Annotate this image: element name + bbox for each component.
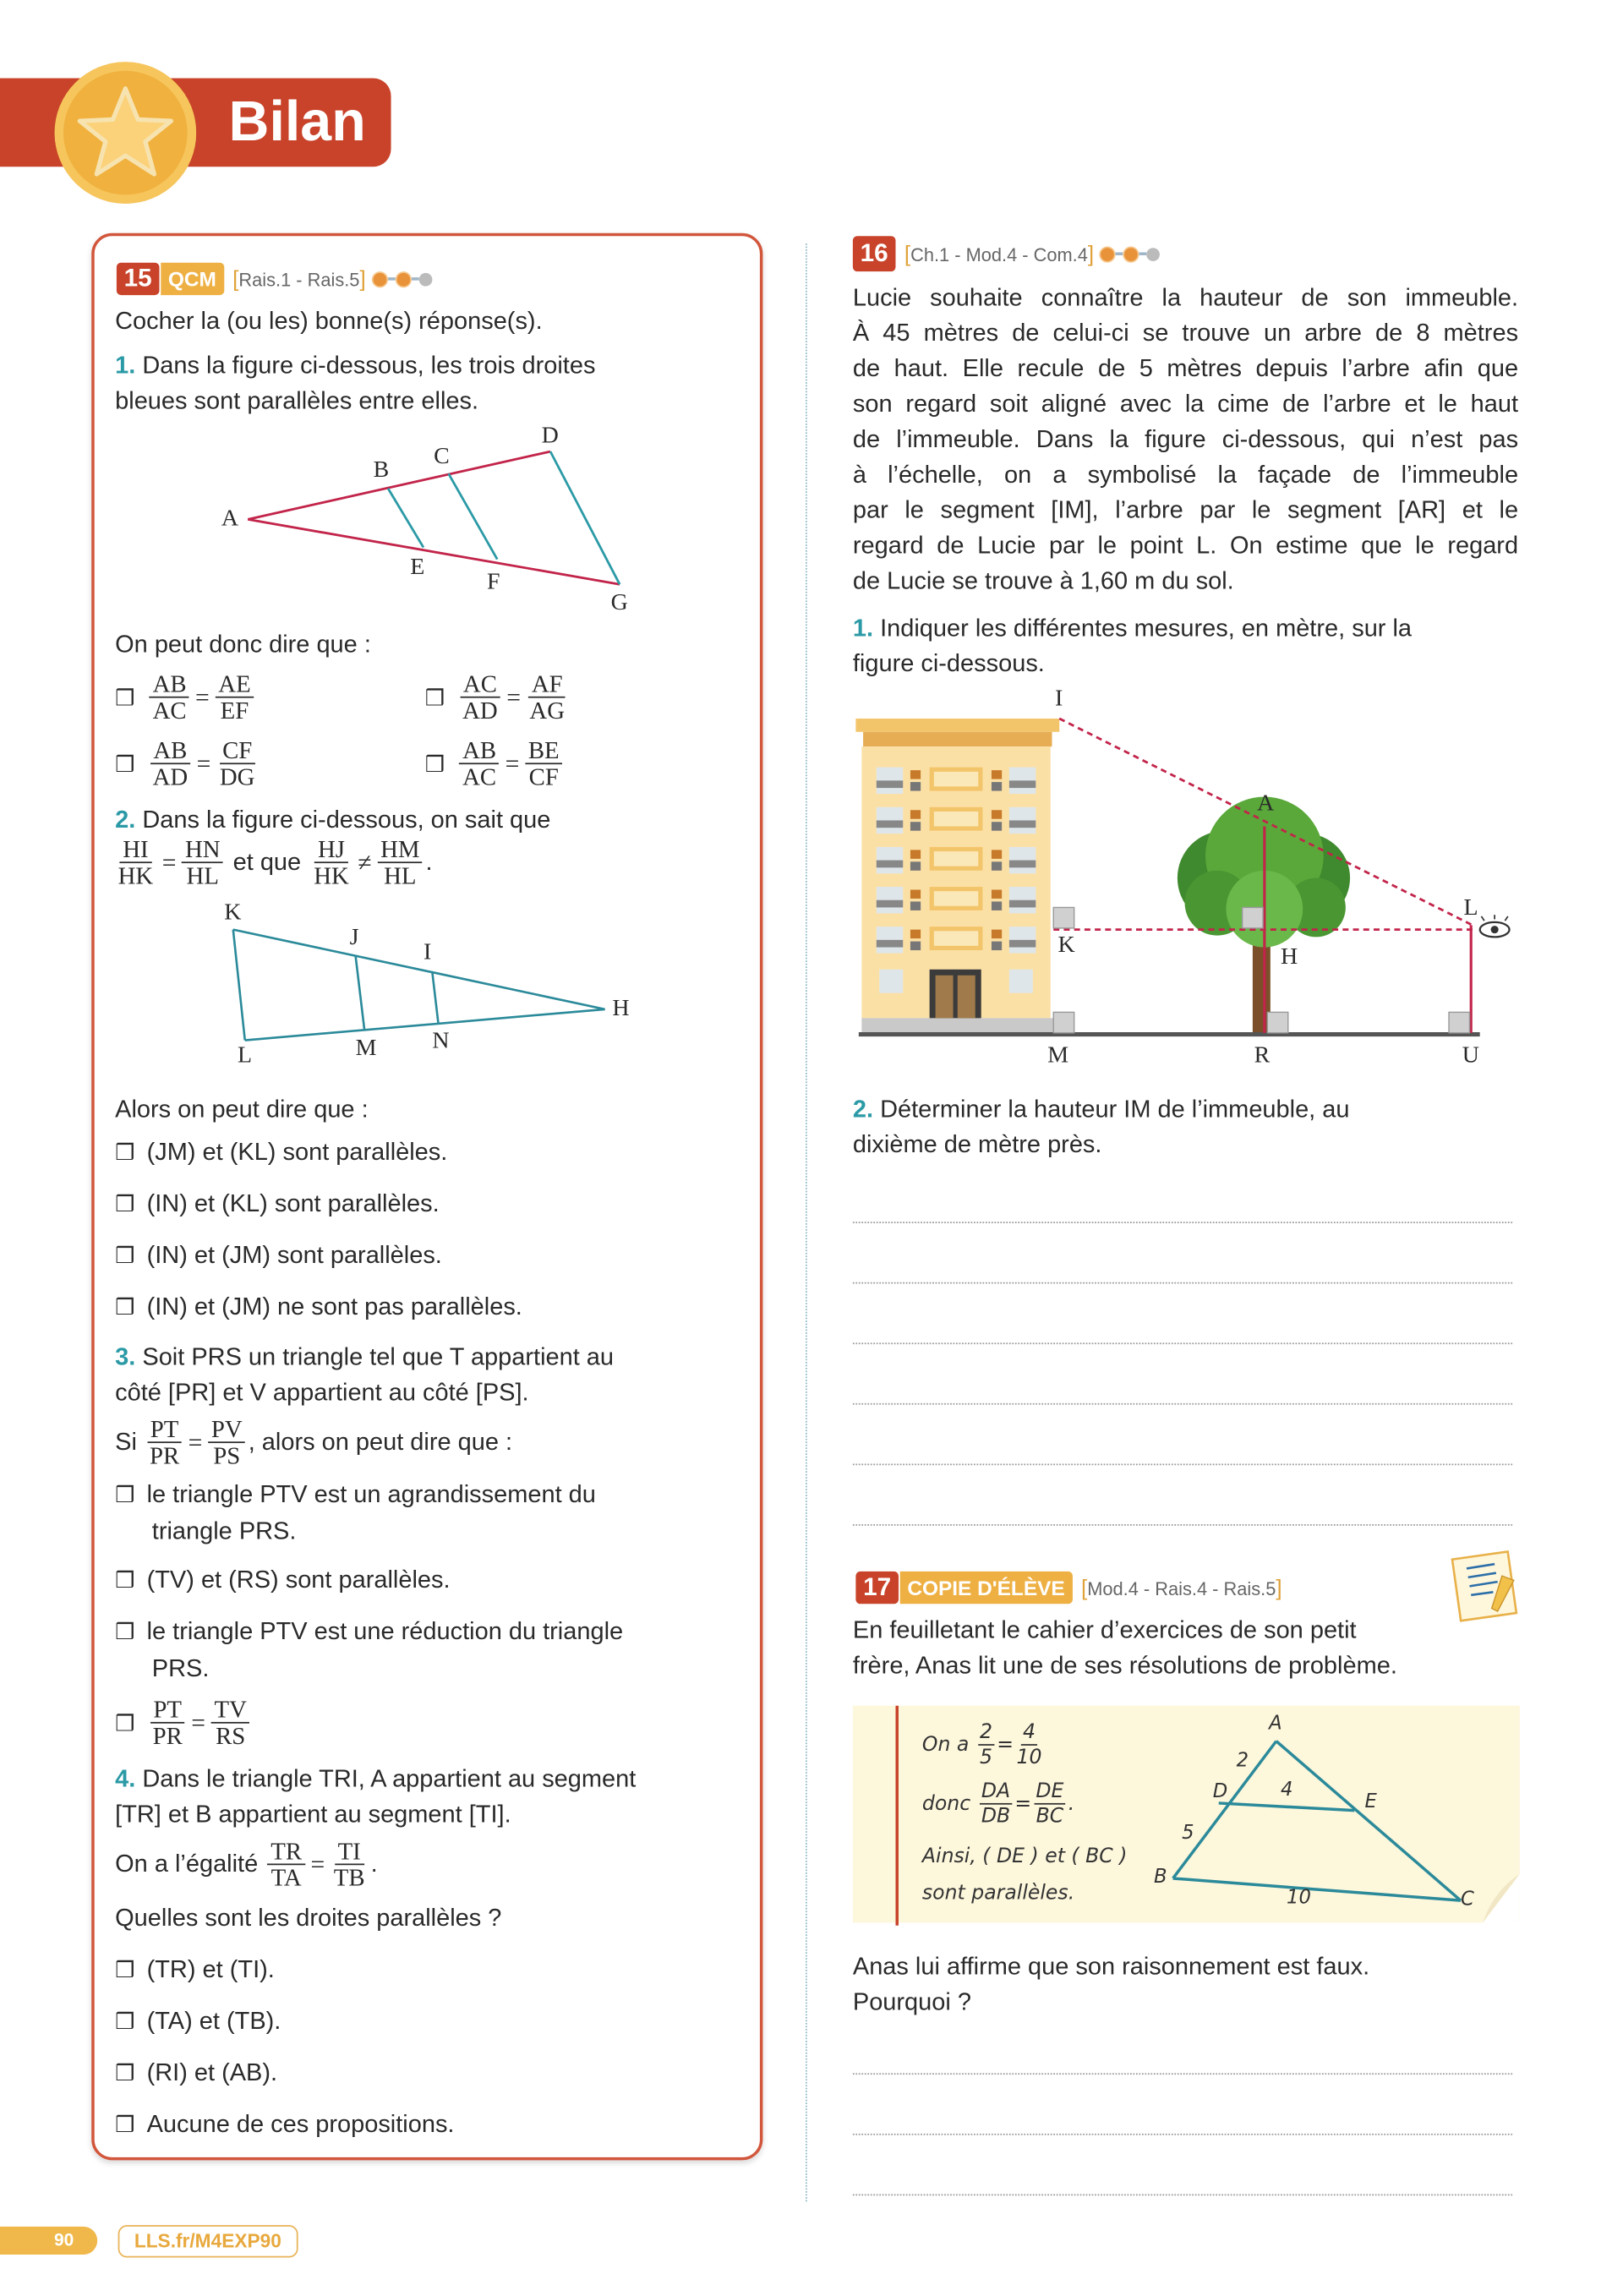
q3-option-3[interactable]: ❒ le triangle PTV est une réduction du triangle PRS. — [115, 1617, 624, 1682]
checkbox[interactable]: ❒ — [115, 1567, 135, 1594]
q4-option-3[interactable]: ❒ (RI) et (AB). — [115, 2058, 278, 2087]
ex16-question-2: 2. Déterminer la hauteur IM de l’immeuble, au dixième de mètre près. — [852, 1095, 1350, 1159]
checkbox[interactable]: ❒ — [115, 752, 135, 777]
page-number-tab — [0, 2227, 97, 2255]
competency-refs: [Mod.4 - Rais.4 - Rais.5] — [1080, 1575, 1282, 1600]
answer-line[interactable] — [853, 1222, 1512, 1223]
building-window — [877, 861, 903, 868]
q4-option-2[interactable]: ❒ (TA) et (TB). — [115, 2006, 281, 2035]
q3-option-1[interactable]: ❒ le triangle PTV est un agrandissement du triangle PRS. — [115, 1479, 596, 1544]
q4-option-4[interactable]: ❒ Aucune de ces propositions. — [115, 2109, 455, 2139]
building-window — [934, 891, 978, 905]
student-line-4: sont parallèles. — [921, 1881, 1075, 1905]
page-number: 90 — [53, 2229, 74, 2250]
checkbox[interactable]: ❒ — [115, 685, 135, 711]
building-window — [1009, 780, 1036, 788]
exercise-type-badge: QCM — [161, 263, 223, 295]
q4-equality: On a l’égalité $\frac{TR}{TA}$ = $\frac{TI}{TB}$ . — [115, 1837, 378, 1892]
q1-lead: On peut donc dire que : — [115, 630, 371, 659]
building-window — [879, 970, 903, 993]
q4-option-1[interactable]: ❒ (TR) et (TI). — [115, 1954, 275, 1983]
building-window — [1009, 900, 1036, 908]
exercise-type-badge: COPIE D'ÉLÈVE — [900, 1572, 1073, 1604]
building-window — [910, 901, 921, 910]
q1-option-3[interactable]: ❒ $\frac{AB}{AD}$ = $\frac{CF}{DG}$ — [115, 735, 255, 791]
q2-condition: $\frac{HI}{HK}$ = $\frac{HN}{HL}$ et que $\frac{HJ}{HK}$ ≠ $\frac{HM}{HL}$ . — [117, 834, 433, 890]
building-window — [910, 850, 921, 858]
question-4: 4. Dans le triangle TRI, A appartient au segment [TR] et B appartient au segment [TI]. — [115, 1764, 637, 1829]
question-1: 1. Dans la figure ci-dessous, les trois droites bleues sont parallèles entre elles. — [115, 351, 596, 415]
building-window — [992, 890, 1002, 899]
building-window — [910, 861, 921, 870]
q3-option-2[interactable]: ❒ (TV) et (RS) sont parallèles. — [115, 1565, 451, 1594]
checkbox[interactable]: ❒ — [115, 1294, 135, 1320]
page: Bilan 15 QCM [Rais.1 - Rais.5] Cocher la (ou les) bonne(s) réponse(s). 1. Dans la figure ci-dessous, les trois droites bleues sont parallèles entre elles. A B C D E F G On peut donc dire que : ❒ $\frac{AB}{AC}$ = $\frac{AE}{EF}$ ❒ $\frac{AC}{AD}$ = $\frac{AF}{AG}$ ❒ $\frac{AB}{AD}$ = $\frac{CF}{DG}$ ❒ $\frac{AB}{AC}$ = $\frac{BE}{CF}$ 2. Dans la figure ci-dessous, on sait que $\frac{HI}{HK}$ = $\frac{HN}{HL}$ et que $\frac{HJ}{HK}$ ≠ $\frac{HM}{HL}$ . K J I H L M N Alors on peut dire que : ❒ (JM) et (KL) sont parallèles. ❒ (IN) et (KL) sont parallèles. ❒ (IN) et (JM) sont parallèles. ❒ (IN) et (JM) ne sont pas parallèles. 3. Soit PRS un triangle tel que T appartient au côté [PR] et V appartient au côté [PS]. Si $\frac{PT}{PR}$ = $\frac{PV}{PS}$ , alors on peut dire que : ❒ le triangle PTV est un agrandissement du triangle PRS. ❒ (TV) et (RS) sont parallèles. ❒ le triangle PTV est une réduction du triangle PRS. ❒ $\frac{PT}{PR}$ = $\frac{TV}{RS}$ 4. Dans le triangle TRI, A appartient au segment [TR] et B appartient au segment [TI]. On a l’égalité $\frac{TR}{TA}$ = $\frac{TI}{TB}$ . Quelles sont les droites parallèles ? ❒ (TR) et (TI). ❒ (TA) et (TB). ❒ (RI) et (AB). ❒ Aucune de ces propositions. 16 [Ch.1 - Mod.4 - Com.4] Lucie souhaite connaître la hauteur de son immeuble. À 45 mètres de celui-ci se trouve un arbre de 8 mètres de haut. Elle recule de 5 mètres depuis l’arbre afin que son regard soit aligné avec la cime de l’arbre et le haut de l’immeuble. Dans la figure ci-dessous, qui n’est pas à l’échelle, on a symbolisé la façade de l’immeuble par le segment [IM], l’arbre par le segment [AR] et le regard de Lucie par le point L. On estime que le regard de Lucie se trouve à 1,60 m du sol. 1. Indiquer les différentes mesures, en mètre, sur la figure ci-dessous. I A L K H M R U 2. Déterminer la hauteur IM de l’immeuble, au dixième de mètre près. 17 COPIE D'ÉLÈVE [Mod.4 - Rais.4 - Rais.5] En feuilletant le cahier d’exercices de son petit frère, Anas lit une de ses résolutions de problème. On a $\frac{2}{5}$ = $\frac{4}{10}$ donc $\frac{DA}{DB}$ = $\frac{DE}{BC}$ . Ainsi, ( DE ) et ( BC ) sont parallèles. A 2 D 4 E 5 B 10 C Anas lui affirme que son raisonnement est faux. Pourquoi ? 90 LLS.fr/M4EXP90 — [0, 0, 1623, 2296]
q3-condition: Si $\frac{PT}{PR}$ = $\frac{PV}{PS}$ , alors on peut dire que : — [115, 1414, 513, 1470]
building — [855, 719, 1059, 1033]
answer-line[interactable] — [853, 2134, 1512, 2135]
question-2: 2. Dans la figure ci-dessous, on sait que — [115, 806, 551, 834]
notebook-pencil-icon — [1452, 1551, 1516, 1621]
checkbox[interactable]: ❒ — [115, 1957, 135, 1983]
building-window — [992, 930, 1002, 938]
building-window — [934, 812, 978, 826]
building-window — [934, 851, 978, 866]
building-window — [910, 930, 921, 938]
building-window — [910, 942, 921, 950]
building-window — [877, 820, 903, 828]
checkbox[interactable]: ❒ — [115, 2060, 135, 2086]
exercise-17-header — [855, 1572, 1281, 1604]
eye-icon — [1480, 915, 1510, 937]
building-window — [992, 850, 1002, 858]
q3-option-4[interactable]: ❒ $\frac{PT}{PR}$ = $\frac{TV}{RS}$ — [115, 1697, 253, 1748]
building-window — [1009, 861, 1036, 868]
checkbox[interactable]: ❒ — [115, 2112, 135, 2138]
resource-link[interactable]: LLS.fr/M4EXP90 — [118, 2225, 298, 2257]
exercise-number: 15 — [117, 263, 159, 295]
building-window — [910, 810, 921, 818]
exercise-number: 17 — [855, 1572, 898, 1604]
building-window — [1009, 970, 1033, 993]
answer-line[interactable] — [853, 1342, 1512, 1344]
answer-line[interactable] — [853, 1524, 1512, 1526]
q2-option-2[interactable]: ❒ (IN) et (KL) sont parallèles. — [115, 1189, 440, 1217]
building-window — [877, 780, 903, 788]
building-window — [877, 940, 903, 948]
checkbox[interactable]: ❒ — [115, 1619, 135, 1645]
question-3: 3. Soit PRS un triangle tel que T appartient au côté [PR] et V appartient au côté [PS]. — [115, 1342, 615, 1407]
page-title: Bilan — [228, 91, 366, 154]
checkbox[interactable]: ❒ — [115, 1243, 135, 1269]
building-window — [910, 782, 921, 790]
building-window — [992, 810, 1002, 818]
ex16-question-1: 1. Indiquer les différentes mesures, en mètre, sur la figure ci-dessous. — [852, 614, 1413, 678]
exercise-17-question: Anas lui affirme que son raisonnement est faux. Pourquoi ? — [852, 1952, 1370, 2016]
building-window — [992, 861, 1002, 870]
q1-option-2[interactable]: ❒ $\frac{AC}{AD}$ = $\frac{AF}{AG}$ — [424, 670, 566, 725]
building-window — [934, 931, 978, 945]
building-window — [934, 772, 978, 786]
answer-line[interactable] — [853, 1282, 1512, 1284]
q2-option-1[interactable]: ❒ (JM) et (KL) sont parallèles. — [115, 1137, 448, 1166]
checkbox[interactable]: ❒ — [115, 2009, 135, 2035]
building-window — [1009, 820, 1036, 828]
answer-line[interactable] — [853, 2073, 1512, 2075]
building-window — [992, 822, 1002, 830]
checkbox[interactable]: ❒ — [115, 1710, 135, 1736]
student-line-2: donc $\frac{DA}{DB}$ = $\frac{DE}{BC}$ . — [921, 1779, 1075, 1829]
checkbox[interactable]: ❒ — [424, 685, 445, 711]
answer-line[interactable] — [853, 1403, 1512, 1405]
checkbox[interactable]: ❒ — [115, 1482, 135, 1508]
building-window — [910, 770, 921, 779]
student-line-3: Ainsi, ( DE ) et ( BC ) — [921, 1844, 1128, 1868]
exercise-number: 16 — [853, 236, 895, 271]
student-line-1: On a $\frac{2}{5}$ = $\frac{4}{10}$ — [921, 1720, 1042, 1769]
q2-option-4[interactable]: ❒ (IN) et (JM) ne sont pas parallèles. — [115, 1293, 522, 1321]
building-window — [910, 822, 921, 830]
building-window — [877, 900, 903, 908]
q4-question: Quelles sont les droites parallèles ? — [115, 1903, 502, 1932]
exercise-17-intro: En feuilletant le cahier d’exercices de son petit frère, Anas lit une de ses résolutions de problème. — [852, 1615, 1397, 1680]
answer-line[interactable] — [853, 1463, 1512, 1465]
competency-refs: [Ch.1 - Mod.4 - Com.4] — [904, 241, 1095, 267]
exercise-16-intro: Lucie souhaite connaître la hauteur de son immeuble. À 45 mètres de celui-ci se trouve un arbre de 8 mètres de haut. Elle recule de 5 mètres depuis l’arbre afin que son regard soit aligné avec la cime de l’arbre et le haut de l’immeuble. Dans la figure ci-dessous, qui n’est pas à l’échelle, on a symbolisé la façade de l’immeuble par le segment [IM], l’arbre par le segment [AR] et le regard de Lucie par le point L. On estime que le regard de Lucie se trouve à 1,60 m du sol. — [852, 283, 1519, 595]
checkbox[interactable]: ❒ — [115, 1191, 135, 1217]
building-window — [992, 901, 1002, 910]
q1-option-4[interactable]: ❒ $\frac{AB}{AC}$ = $\frac{BE}{CF}$ — [425, 738, 566, 790]
building-window — [992, 942, 1002, 950]
q1-option-1[interactable]: ❒ $\frac{AB}{AC}$ = $\frac{AE}{EF}$ — [115, 671, 257, 723]
competency-refs: [Rais.1 - Rais.5] — [232, 266, 366, 292]
checkbox[interactable]: ❒ — [424, 752, 445, 777]
checkbox[interactable]: ❒ — [115, 1140, 135, 1166]
instruction: Cocher la (ou les) bonne(s) réponse(s). — [115, 307, 543, 336]
building-window — [992, 782, 1002, 790]
building-window — [992, 770, 1002, 779]
q2-lead: Alors on peut dire que : — [115, 1095, 369, 1123]
q2-option-3[interactable]: ❒ (IN) et (JM) sont parallèles. — [115, 1240, 442, 1270]
building-window — [1009, 940, 1036, 948]
answer-line[interactable] — [853, 2194, 1512, 2195]
building-window — [910, 890, 921, 899]
